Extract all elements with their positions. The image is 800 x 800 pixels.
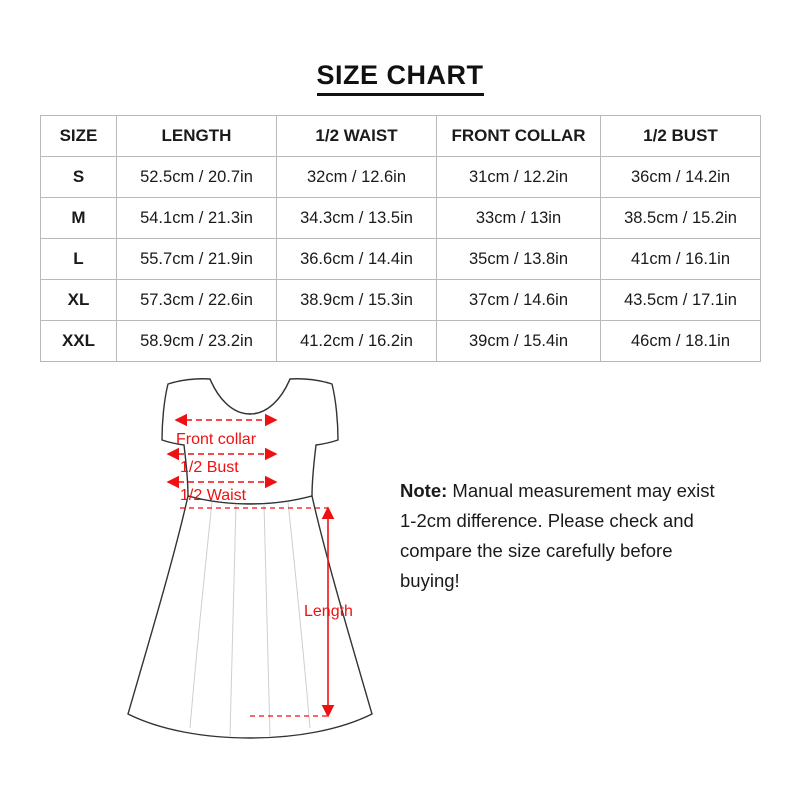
cell-length: 57.3cm / 22.6in: [117, 280, 277, 321]
table-row: [41, 157, 761, 198]
note-block: [400, 476, 730, 596]
cell-half-bust: 43.5cm / 17.1in: [601, 280, 761, 321]
column-header-length: LENGTH: [117, 116, 277, 157]
cell-half-bust: 46cm / 18.1in: [601, 321, 761, 362]
table-header-row: [41, 116, 761, 157]
cell-half-waist: 34.3cm / 13.5in: [277, 198, 437, 239]
column-header-half-bust: 1/2 BUST: [601, 116, 761, 157]
cell-length: 54.1cm / 21.3in: [117, 198, 277, 239]
label-half-bust: 1/2 Bust: [180, 459, 239, 476]
cell-size: XL: [41, 280, 117, 321]
table-row: [41, 198, 761, 239]
note-text: Manual measurement may exist 1-2cm difference. Please check and compare the size carefully before buying!: [400, 480, 715, 591]
label-front-collar: Front collar: [176, 431, 257, 448]
cell-front-collar: 31cm / 12.2in: [437, 157, 601, 198]
page-title-text: SIZE CHART: [317, 60, 484, 96]
dress-measurement-diagram: [100, 378, 400, 778]
cell-front-collar: 35cm / 13.8in: [437, 239, 601, 280]
cell-front-collar: 39cm / 15.4in: [437, 321, 601, 362]
cell-front-collar: 37cm / 14.6in: [437, 280, 601, 321]
label-length: Length: [304, 603, 353, 620]
cell-length: 55.7cm / 21.9in: [117, 239, 277, 280]
cell-size: XXL: [41, 321, 117, 362]
page-title: [0, 0, 800, 89]
cell-half-bust: 38.5cm / 15.2in: [601, 198, 761, 239]
cell-half-waist: 32cm / 12.6in: [277, 157, 437, 198]
cell-half-waist: 36.6cm / 14.4in: [277, 239, 437, 280]
lower-section: [0, 378, 800, 798]
cell-size: L: [41, 239, 117, 280]
column-header-half-waist: 1/2 WAIST: [277, 116, 437, 157]
dress-diagram-svg: [100, 378, 400, 778]
table-row: [41, 280, 761, 321]
cell-front-collar: 33cm / 13in: [437, 198, 601, 239]
table-row: [41, 321, 761, 362]
table-row: [41, 239, 761, 280]
cell-half-waist: 41.2cm / 16.2in: [277, 321, 437, 362]
column-header-size: SIZE: [41, 116, 117, 157]
cell-length: 58.9cm / 23.2in: [117, 321, 277, 362]
label-half-waist: 1/2 Waist: [180, 487, 247, 504]
cell-half-waist: 38.9cm / 15.3in: [277, 280, 437, 321]
cell-size: M: [41, 198, 117, 239]
size-table: [40, 115, 761, 362]
column-header-front-collar: FRONT COLLAR: [437, 116, 601, 157]
cell-size: S: [41, 157, 117, 198]
size-table-wrap: [40, 115, 760, 362]
cell-length: 52.5cm / 20.7in: [117, 157, 277, 198]
note-lead: Note:: [400, 480, 448, 501]
cell-half-bust: 36cm / 14.2in: [601, 157, 761, 198]
cell-half-bust: 41cm / 16.1in: [601, 239, 761, 280]
